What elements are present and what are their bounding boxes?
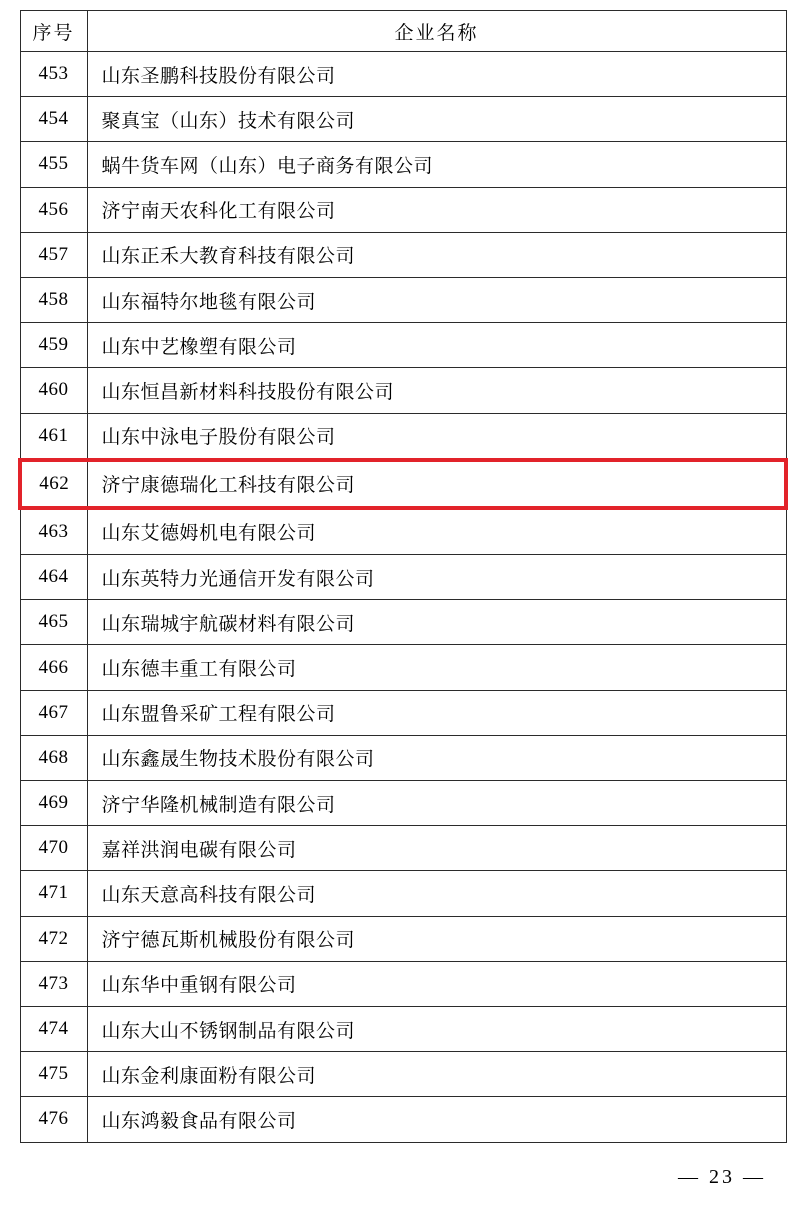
table-row bbox=[20, 187, 786, 232]
row-index: 475 bbox=[20, 1052, 87, 1097]
row-company-name: 山东艾德姆机电有限公司 bbox=[87, 508, 786, 555]
header-company-name: 企业名称 bbox=[87, 11, 786, 52]
table-row bbox=[20, 600, 786, 645]
row-index: 476 bbox=[20, 1097, 87, 1142]
row-index: 466 bbox=[20, 645, 87, 690]
row-index: 454 bbox=[20, 97, 87, 142]
table-row bbox=[20, 781, 786, 826]
table-row bbox=[20, 645, 786, 690]
table-row bbox=[20, 508, 786, 555]
row-company-name: 济宁康德瑞化工科技有限公司 bbox=[87, 460, 786, 508]
row-index: 459 bbox=[20, 323, 87, 368]
table-row bbox=[20, 1006, 786, 1051]
table-row bbox=[20, 871, 786, 916]
row-index: 461 bbox=[20, 413, 87, 460]
table-row bbox=[20, 916, 786, 961]
table-row bbox=[20, 690, 786, 735]
row-index: 462 bbox=[20, 460, 87, 508]
row-company-name: 山东正禾大教育科技有限公司 bbox=[87, 232, 786, 277]
row-company-name: 济宁华隆机械制造有限公司 bbox=[87, 781, 786, 826]
row-company-name: 山东金利康面粉有限公司 bbox=[87, 1052, 786, 1097]
header-index: 序号 bbox=[20, 11, 87, 52]
row-index: 460 bbox=[20, 368, 87, 413]
row-company-name: 山东大山不锈钢制品有限公司 bbox=[87, 1006, 786, 1051]
row-company-name: 山东福特尔地毯有限公司 bbox=[87, 277, 786, 322]
row-company-name: 山东鸿毅食品有限公司 bbox=[87, 1097, 786, 1142]
row-company-name: 山东瑞城宇航碳材料有限公司 bbox=[87, 600, 786, 645]
row-company-name: 山东恒昌新材料科技股份有限公司 bbox=[87, 368, 786, 413]
row-index: 467 bbox=[20, 690, 87, 735]
row-index: 474 bbox=[20, 1006, 87, 1051]
row-company-name: 聚真宝（山东）技术有限公司 bbox=[87, 97, 786, 142]
company-table-container bbox=[18, 10, 782, 1143]
row-index: 472 bbox=[20, 916, 87, 961]
row-company-name: 济宁德瓦斯机械股份有限公司 bbox=[87, 916, 786, 961]
table-row bbox=[20, 826, 786, 871]
table-row bbox=[20, 413, 786, 460]
row-index: 468 bbox=[20, 735, 87, 780]
table-row bbox=[20, 97, 786, 142]
row-index: 469 bbox=[20, 781, 87, 826]
row-company-name: 山东英特力光通信开发有限公司 bbox=[87, 555, 786, 600]
table-row bbox=[20, 232, 786, 277]
table-row bbox=[20, 142, 786, 187]
table-row bbox=[20, 555, 786, 600]
row-index: 457 bbox=[20, 232, 87, 277]
table-row bbox=[20, 735, 786, 780]
row-index: 458 bbox=[20, 277, 87, 322]
row-company-name: 山东中泳电子股份有限公司 bbox=[87, 413, 786, 460]
row-company-name: 山东中艺橡塑有限公司 bbox=[87, 323, 786, 368]
row-index: 465 bbox=[20, 600, 87, 645]
row-index: 470 bbox=[20, 826, 87, 871]
row-company-name: 山东盟鲁采矿工程有限公司 bbox=[87, 690, 786, 735]
row-index: 471 bbox=[20, 871, 87, 916]
row-company-name: 山东鑫晟生物技术股份有限公司 bbox=[87, 735, 786, 780]
row-company-name: 嘉祥洪润电碳有限公司 bbox=[87, 826, 786, 871]
page-number: — 23 — bbox=[678, 1166, 766, 1188]
table-header-row bbox=[20, 11, 786, 52]
table-row bbox=[20, 368, 786, 413]
row-index: 453 bbox=[20, 52, 87, 97]
table-row bbox=[20, 1052, 786, 1097]
company-table bbox=[18, 10, 788, 1143]
table-row bbox=[20, 277, 786, 322]
row-index: 464 bbox=[20, 555, 87, 600]
row-index: 463 bbox=[20, 508, 87, 555]
table-body bbox=[20, 52, 786, 1143]
row-company-name: 山东华中重钢有限公司 bbox=[87, 961, 786, 1006]
table-row bbox=[20, 1097, 786, 1142]
row-index: 473 bbox=[20, 961, 87, 1006]
row-company-name: 山东德丰重工有限公司 bbox=[87, 645, 786, 690]
table-row bbox=[20, 323, 786, 368]
table-header bbox=[20, 11, 786, 52]
row-company-name: 山东圣鹏科技股份有限公司 bbox=[87, 52, 786, 97]
table-row bbox=[20, 460, 786, 508]
table-row bbox=[20, 961, 786, 1006]
row-company-name: 山东天意高科技有限公司 bbox=[87, 871, 786, 916]
row-company-name: 济宁南天农科化工有限公司 bbox=[87, 187, 786, 232]
table-row bbox=[20, 52, 786, 97]
row-index: 456 bbox=[20, 187, 87, 232]
row-company-name: 蜗牛货车网（山东）电子商务有限公司 bbox=[87, 142, 786, 187]
row-index: 455 bbox=[20, 142, 87, 187]
